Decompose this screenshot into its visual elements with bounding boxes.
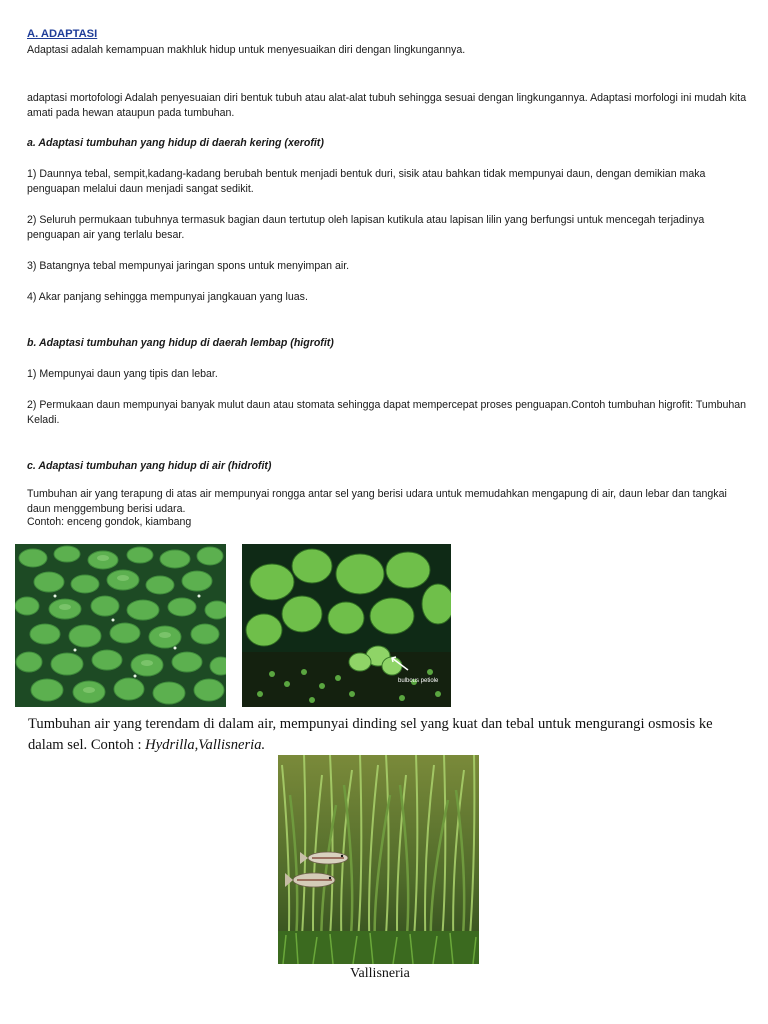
submerged-example: Hydrilla,Vallisneria.	[145, 737, 266, 753]
hidrofit-floating-text: Tumbuhan air yang terapung di atas air mempunyai rongga antar sel yang berisi udara untuk memudahkan mengapung di air, daun lebar dan tangkai daun menggembung berisi udara.	[27, 488, 727, 515]
hidrofit-submerged-text	[28, 714, 746, 756]
photo-annotation: bulbous petiole	[398, 678, 439, 684]
higrofit-title: b. Adaptasi tumbuhan yang hidup di daerah lembap (higrofit)	[27, 337, 334, 349]
vallisneria-image	[278, 755, 479, 964]
kiambang-image	[15, 544, 226, 707]
xerofit-point-3: 3) Batangnya tebal mempunyai jaringan spons untuk menyimpan air.	[27, 260, 350, 272]
higrofit-point-1: 1) Mempunyai daun yang tipis dan lebar.	[27, 368, 218, 380]
enceng-gondok-image	[242, 544, 451, 707]
vallisneria-photo	[278, 755, 479, 964]
xerofit-point-1: 1) Daunnya tebal, sempit,kadang-kadang berubah bentuk menjadi bentuk duri, sisik atau bahkan tidak mempunyai daun, dengan demikian maka penguapan melalui daun menjadi sangat sedikit.	[27, 168, 706, 195]
hidrofit-title: c. Adaptasi tumbuhan yang hidup di air (hidrofit)	[27, 460, 272, 472]
xerofit-point-2: 2) Seluruh permukaan tubuhnya termasuk bagian daun tertutup oleh lapisan kutikula atau lapisan lilin yang berfungsi untuk mencegah terjadinya penguapan air yang terlalu besar.	[27, 214, 705, 241]
kiambang-photo	[15, 544, 226, 707]
morphology-paragraph: adaptasi mortofologi Adalah penyesuaian diri bentuk tubuh atau alat-alat tubuh sehingga sesuai dengan lingkungannya. Adaptasi morfologi ini mudah kita amati pada hewan ataupun pada tumbuhan.	[27, 92, 747, 119]
intro-paragraph: Adaptasi adalah kemampuan makhluk hidup untuk menyesuaikan diri dengan lingkungannya.	[27, 44, 466, 56]
vallisneria-caption: Vallisneria	[350, 966, 410, 981]
xerofit-point-4: 4) Akar panjang sehingga mempunyai jangkauan yang luas.	[27, 291, 308, 303]
section-heading: A. ADAPTASI	[27, 28, 98, 40]
higrofit-point-2: 2) Permukaan daun mempunyai banyak mulut daun atau stomata sehingga dapat mempercepat proses penguapan.Contoh tumbuhan higrofit: Tumbuhan Keladi.	[27, 399, 747, 426]
submerged-text: Tumbuhan air yang terendam di dalam air, mempunyai dinding sel yang kuat dan tebal untuk mengurangi osmosis ke dalam sel. Contoh :	[28, 716, 713, 753]
enceng-gondok-photo	[242, 544, 451, 707]
xerofit-title: a. Adaptasi tumbuhan yang hidup di daerah kering (xerofit)	[27, 137, 324, 149]
hidrofit-floating-example: Contoh: enceng gondok, kiambang	[27, 516, 192, 528]
